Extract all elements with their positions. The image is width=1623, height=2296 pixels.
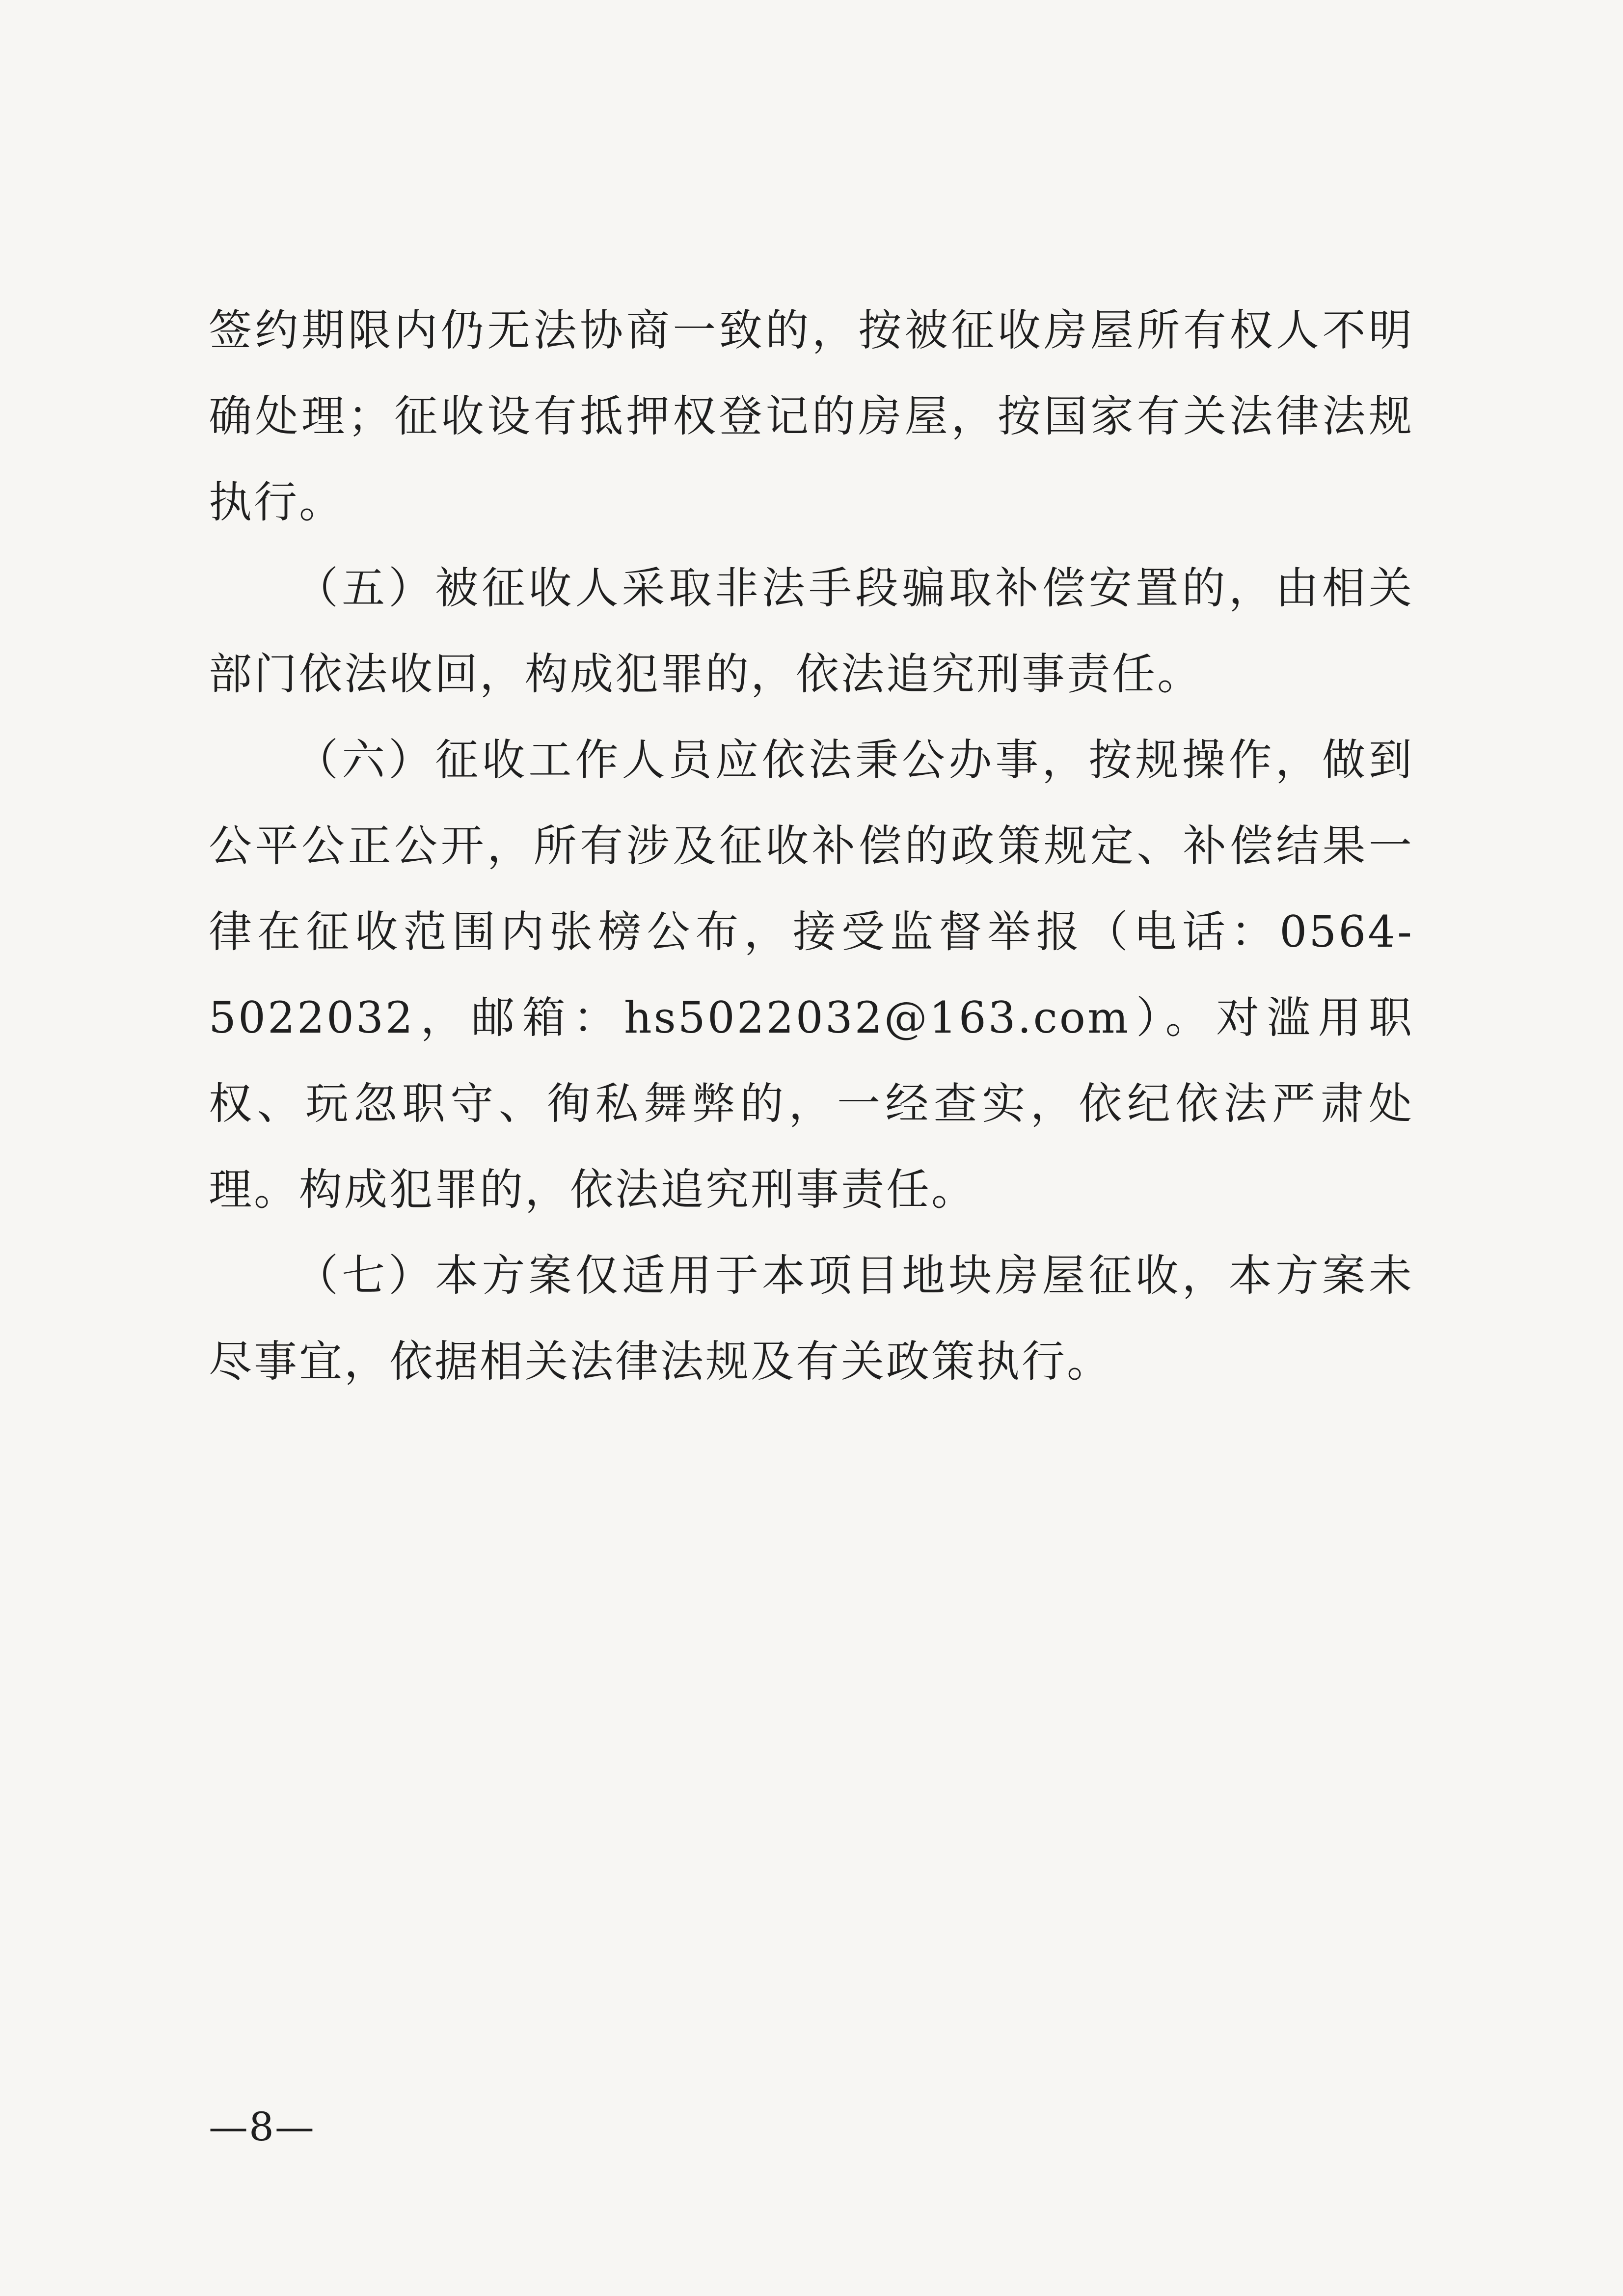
paragraph-item-5: （五）被征收人采取非法手段骗取补偿安置的，由相关部门依法收回，构成犯罪的，依法追究刑事责任。: [209, 563, 1414, 699]
paragraph-continuation: 签约期限内仍无法协商一致的，按被征收房屋所有权人不明确处理；征收设有抵押权登记的房屋，按国家有关法律法规执行。: [209, 305, 1414, 527]
paragraph-item-7: （七）本方案仅适用于本项目地块房屋征收，本方案未尽事宜，依据相关法律法规及有关政策执行。: [209, 1250, 1414, 1387]
page-number: —8—: [209, 2104, 315, 2150]
paragraph-item-6: （六）征收工作人员应依法秉公办事，按规操作，做到公平公正公开，所有涉及征收补偿的政策规定、补偿结果一律在征收范围内张榜公布，接受监督举报（电话：0564-5022032，邮箱：hs5022032@163.com）。对滥用职权、玩忽职守、徇私舞弊的，一经查实，依纪依法严肃处理。构成犯罪的，依法追究刑事责任。: [209, 735, 1414, 1215]
document-body: [209, 287, 1414, 1404]
